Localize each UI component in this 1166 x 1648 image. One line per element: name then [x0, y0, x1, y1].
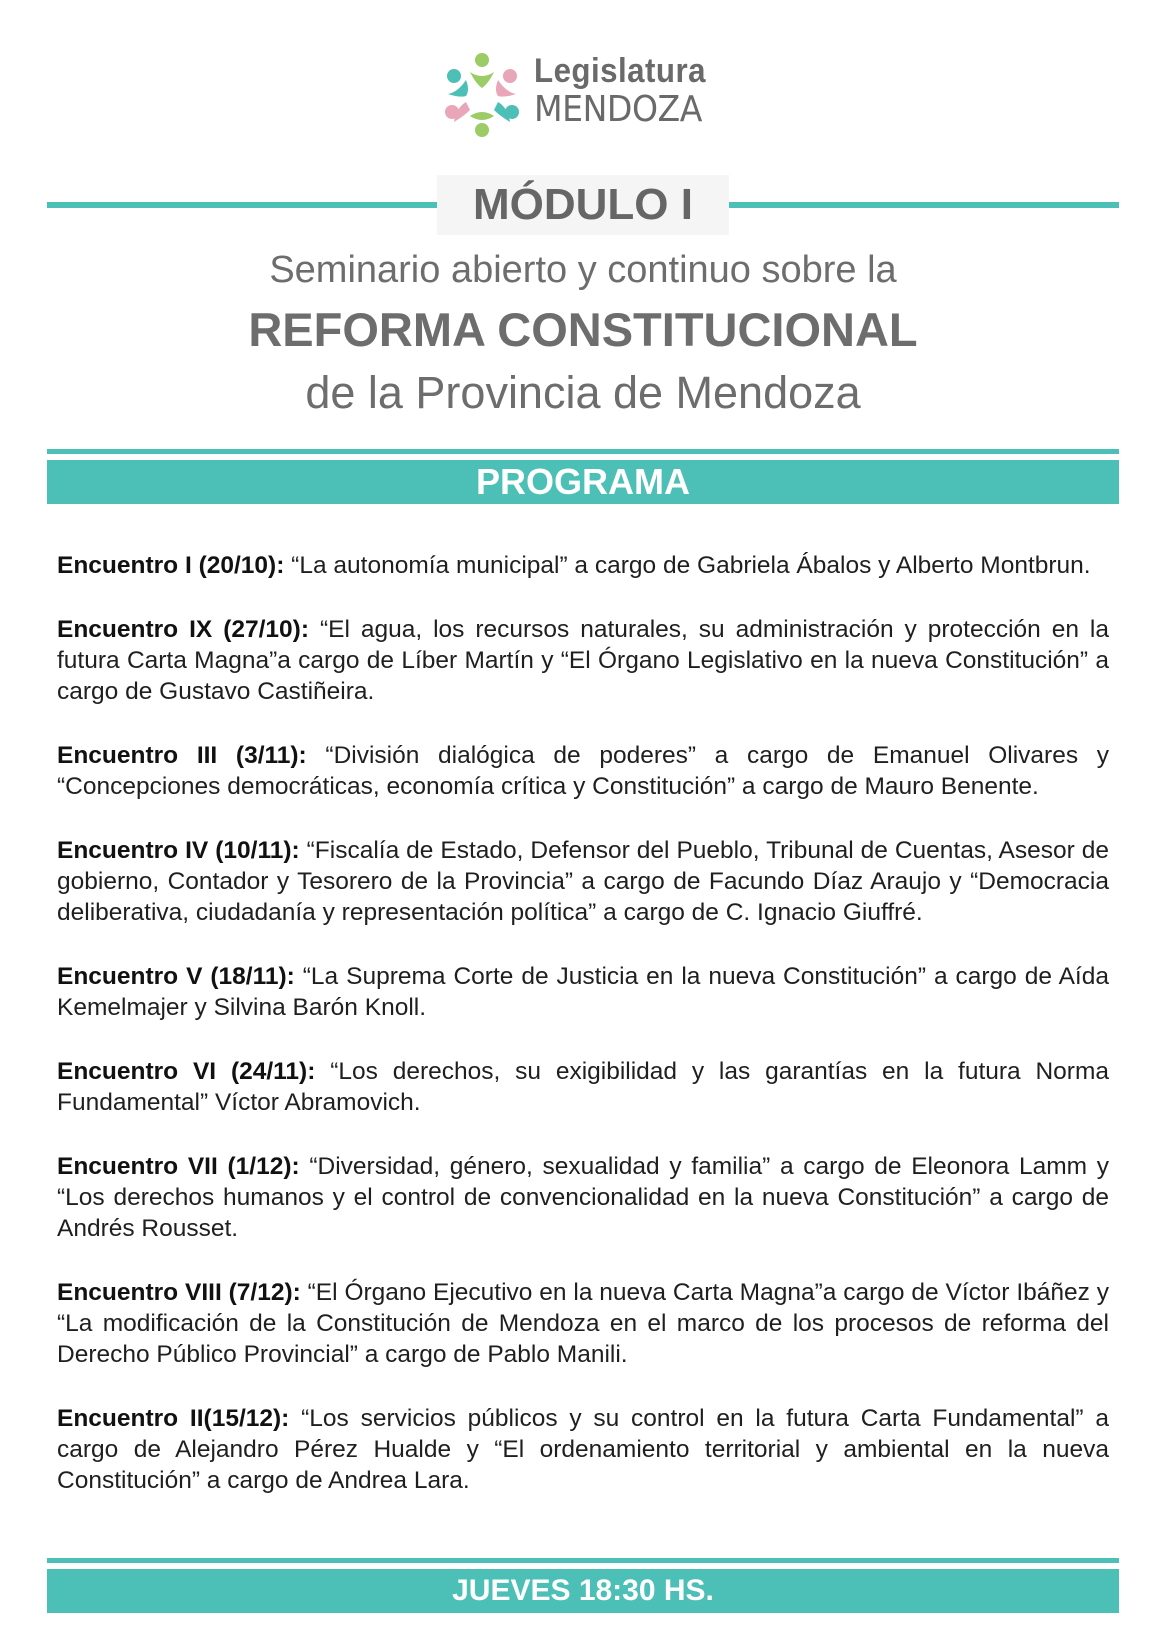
encounter-text: “La Suprema Corte de Justicia en la nueva Constitución” a cargo de Aída Kemelmajer y Silvina Barón Knoll. [57, 963, 1109, 1021]
logo-wordmark [534, 54, 721, 128]
schedule-rule [47, 1558, 1119, 1563]
encounter-list [57, 550, 1109, 1529]
program-heading: PROGRAMA [47, 460, 1119, 504]
encounter-item [57, 1403, 1109, 1496]
encounter-item [57, 961, 1109, 1023]
encounter-item [57, 550, 1109, 581]
encounter-label: Encuentro VI (24/11): [57, 1058, 316, 1085]
module-rule-right [729, 202, 1119, 208]
seminar-title-line1: Seminario abierto y continuo sobre la [269, 249, 897, 291]
legislatura-logo [440, 50, 740, 140]
module-heading-row [47, 175, 1119, 235]
encounter-text: “Los servicios públicos y su control en la futura Carta Fundamental” a cargo de Alejandro Pérez Hualde y “El ordenamiento territorial y ambiental en la nueva Constitución” a cargo de Andrea Lara. [57, 1405, 1109, 1494]
encounter-text: “División dialógica de poderes” a cargo de Emanuel Olivares y “Concepciones democráticas, economía crítica y Constitución” a cargo de Mauro Benente. [57, 742, 1109, 800]
encounter-text: “Los derechos, su exigibilidad y las garantías en la futura Norma Fundamental” Víctor Abramovich. [57, 1058, 1109, 1116]
seminar-title-line3: de la Provincia de Mendoza [305, 367, 861, 418]
encounter-text: “Fiscalía de Estado, Defensor del Pueblo, Tribunal de Cuentas, Asesor de gobierno, Contador y Tesorero de la Provincia” a cargo de Facundo Díaz Araujo y “Democracia deliberativa, ciudadanía y representación política” a cargo de C. Ignacio Giuffré. [57, 837, 1109, 926]
encounter-item [57, 614, 1109, 707]
encounter-label: Encuentro VIII (7/12): [57, 1279, 301, 1306]
encounter-label: Encuentro IX (27/10): [57, 616, 309, 643]
encounter-label: Encuentro I (20/10): [57, 552, 285, 579]
logo-line-mendoza: MENDOZA [534, 89, 702, 130]
program-heading-bar [47, 449, 1119, 504]
encounter-item [57, 1277, 1109, 1370]
schedule-bar [47, 1558, 1119, 1613]
encounter-label: Encuentro IV (10/11): [57, 837, 300, 864]
encounter-item [57, 1151, 1109, 1244]
encounter-item [57, 1056, 1109, 1118]
logo-line-legislatura: Legislatura [534, 52, 706, 90]
encounter-text: “El Órgano Ejecutivo en la nueva Carta Magna”a cargo de Víctor Ibáñez y “La modificación de la Constitución de Mendoza en el marco de los procesos de reforma del Derecho Público Provincial” a cargo de Pablo Manili. [57, 1279, 1109, 1368]
encounter-label: Encuentro III (3/11): [57, 742, 307, 769]
module-title: MÓDULO I [437, 175, 729, 235]
encounter-label: Encuentro II(15/12): [57, 1405, 290, 1432]
encounter-item [57, 740, 1109, 802]
program-rule [47, 449, 1119, 454]
seminar-title-line2: REFORMA CONSTITUCIONAL [248, 303, 918, 356]
module-rule-left [47, 202, 437, 208]
encounter-label: Encuentro VII (1/12): [57, 1153, 300, 1180]
schedule-text: JUEVES 18:30 HS. [47, 1569, 1119, 1613]
encounter-text: “La autonomía municipal” a cargo de Gabriela Ábalos y Alberto Montbrun. [291, 552, 1091, 579]
encounter-item [57, 835, 1109, 928]
seminar-title [0, 242, 1166, 424]
flower-of-people-icon [440, 50, 524, 140]
encounter-label: Encuentro V (18/11): [57, 963, 295, 990]
encounter-text: “Diversidad, género, sexualidad y familia” a cargo de Eleonora Lamm y “Los derechos humanos y el control de convencionalidad en la nueva Constitución” a cargo de Andrés Rousset. [57, 1153, 1109, 1242]
encounter-text: “El agua, los recursos naturales, su administración y protección en la futura Carta Magna”a cargo de Líber Martín y “El Órgano Legislativo en la nueva Constitución” a cargo de Gustavo Castiñeira. [57, 616, 1109, 705]
